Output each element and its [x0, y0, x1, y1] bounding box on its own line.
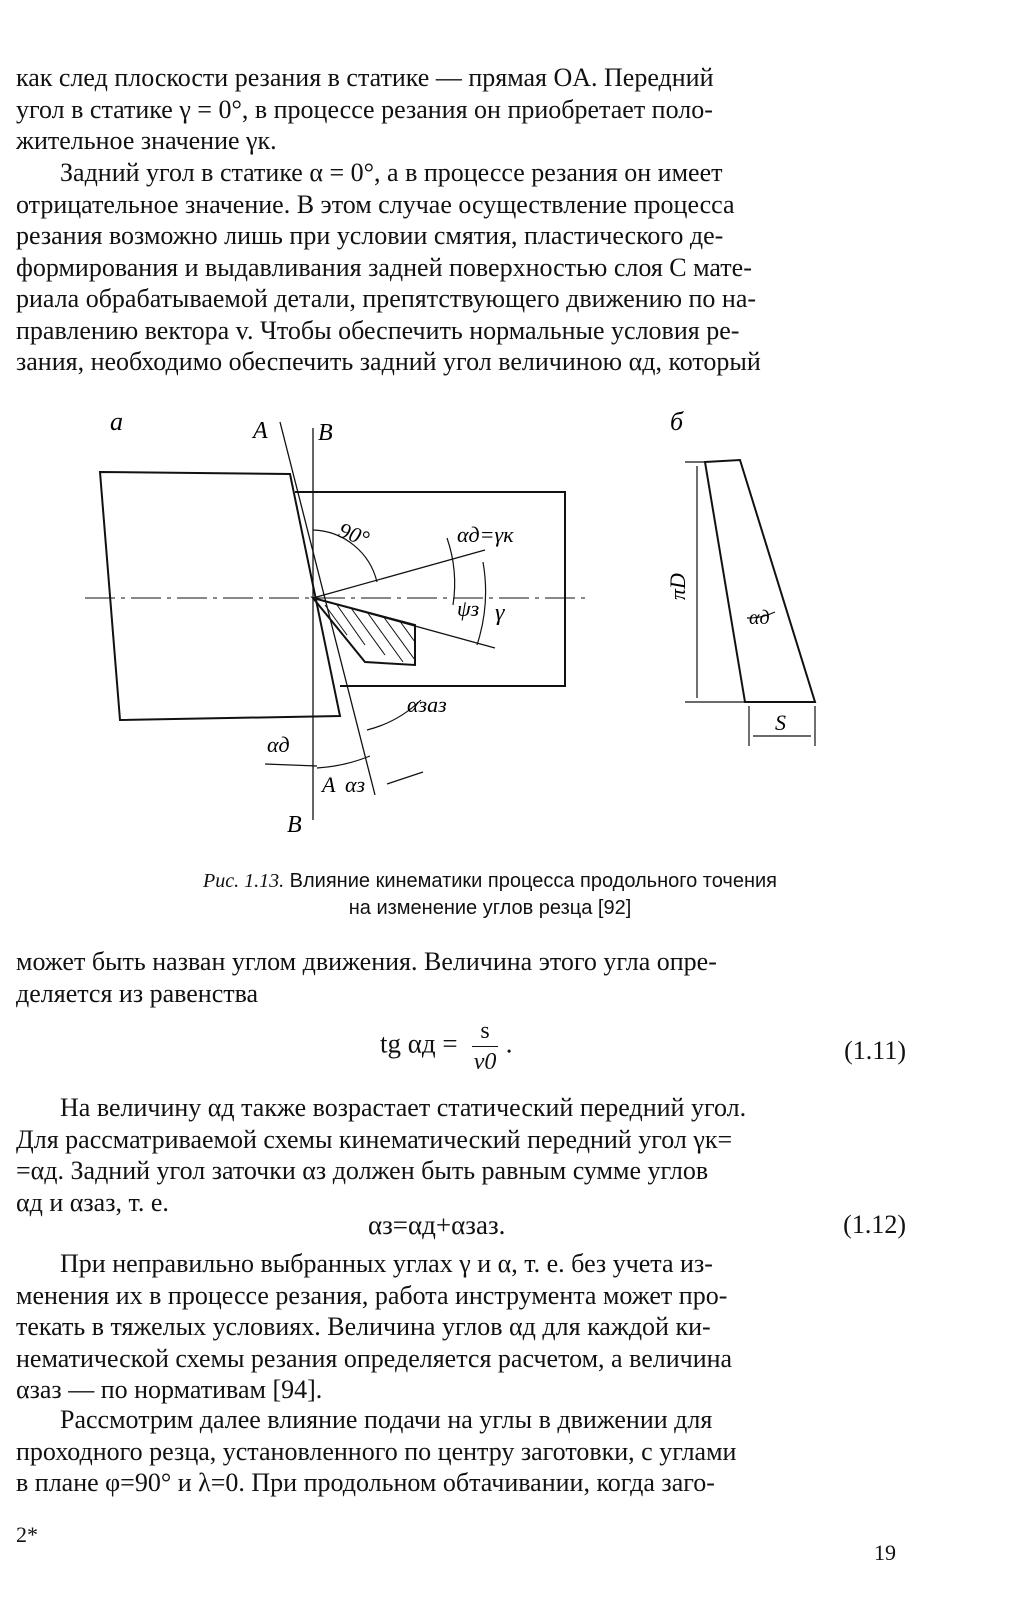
label-pi-d: πD	[665, 573, 690, 600]
text-line: =αд. Задний угол заточки αз должен быть равным сумме углов	[16, 1156, 709, 1185]
text-line: αзаз — по нормативам [94].	[16, 1375, 323, 1404]
equation-number-1-12: (1.12)	[843, 1210, 906, 1239]
text-line: резания возможно лишь при условии смятия, пластического де-	[16, 221, 724, 250]
label-b: б	[670, 407, 684, 436]
text-line: При неправильно выбранных углах γ и α, т. е. без учета из-	[60, 1249, 713, 1278]
figure-caption	[60, 868, 920, 922]
arc-alpha-d	[447, 538, 455, 605]
text-line: αд и αзаз, т. е.	[16, 1187, 169, 1217]
label-alpha-zaz: αзаз	[407, 692, 447, 717]
label-alpha-d-b: αд	[749, 607, 770, 629]
workpiece-right	[295, 492, 565, 686]
label-alpha-d-gamma-k: αд=γк	[457, 522, 514, 547]
paragraph-4	[16, 1092, 906, 1218]
label-A-bottom: A	[322, 772, 336, 797]
equation-number-1-11: (1.11)	[844, 1036, 906, 1065]
label-90: 90°	[335, 517, 373, 552]
equation-1-11	[380, 1016, 512, 1077]
label-A-top: A	[253, 418, 268, 444]
equation-1-12: αз=αд+αзаз.	[368, 1210, 506, 1240]
paragraph-5	[16, 1248, 906, 1406]
text-line: Задний угол в статике α = 0°, а в процессе резания он имеет	[60, 158, 723, 187]
text-line: в плане φ=90° и λ=0. При продольном обтачивании, когда заго-	[16, 1468, 715, 1497]
text-line: менения их в процессе резания, работа инструмента может про-	[16, 1280, 728, 1310]
text-line: риала обрабатываемой детали, препятствующего движению по на-	[16, 284, 757, 313]
label-alpha-d: αд	[267, 732, 290, 757]
text-line: деляется из равенства	[16, 978, 259, 1008]
leader-alpha-d	[265, 764, 317, 766]
eq11-denominator: v0	[473, 1049, 497, 1075]
text-line: как след плоскости резания в статике — прямая OA. Передний	[16, 63, 714, 92]
label-B-bottom: B	[287, 812, 302, 838]
eq11-lhs: tg αд =	[380, 1028, 458, 1059]
arc-alpha-z	[317, 756, 370, 768]
label-alpha-z: αз	[345, 772, 366, 797]
text-line: формирования и выдавливания задней поверхностью слоя C мате-	[16, 252, 752, 282]
label-s: S	[775, 710, 786, 735]
label-gamma: γ	[495, 600, 505, 626]
text-line: Рассмотрим далее влияние подачи на углы в движении для	[60, 1405, 713, 1434]
paragraph-3	[16, 946, 906, 1009]
text-line: нематической схемы резания определяется расчетом, а величина	[16, 1343, 733, 1373]
ray-upper	[313, 550, 485, 598]
text-line: текать в тяжелых условиях. Величина углов αд для каждой ки-	[16, 1312, 711, 1341]
caption-line-2: на изменение углов резца [92]	[348, 897, 632, 919]
text-line: отрицательное значение. В этом случае осуществление процесса	[16, 189, 735, 219]
signature-mark: 2*	[16, 1522, 38, 1547]
paragraph-1	[16, 62, 906, 157]
page-number: 19	[874, 1540, 896, 1565]
text-line: жительное значение γк.	[16, 126, 277, 155]
caption-line-1: Влияние кинематики процесса продольного точения	[289, 870, 777, 892]
text-line: угол в статике γ = 0°, в процессе резания он приобретает поло-	[16, 94, 713, 124]
text-line: правлению вектора v. Чтобы обеспечить нормальные условия ре-	[16, 315, 740, 345]
text-line: Для рассматриваемой схемы кинематический передний угол γк=	[16, 1124, 733, 1154]
label-B-top: B	[318, 420, 333, 446]
label-a: a	[110, 407, 123, 436]
eq11-fraction	[472, 1016, 497, 1077]
text-line: На величину αд также возрастает статический передний угол.	[60, 1093, 747, 1122]
eq11-tail: .	[505, 1028, 513, 1059]
label-psi-z: ψз	[457, 596, 480, 621]
text-line: проходного резца, установленного по центру заготовки, с углами	[16, 1436, 737, 1466]
workpiece-left	[100, 472, 340, 720]
text-line: зания, необходимо обеспечить задний угол величиною αд, который	[16, 347, 761, 376]
paragraph-2	[16, 157, 906, 378]
caption-lead: Рис. 1.13.	[203, 870, 285, 892]
triangle-feed	[705, 460, 815, 702]
leader-alpha-z	[387, 772, 423, 784]
figure-1-13	[85, 400, 865, 860]
text-line: может быть назван углом движения. Величина этого угла опре-	[16, 947, 717, 976]
eq11-numerator: s	[472, 1016, 497, 1047]
paragraph-6	[16, 1404, 906, 1499]
